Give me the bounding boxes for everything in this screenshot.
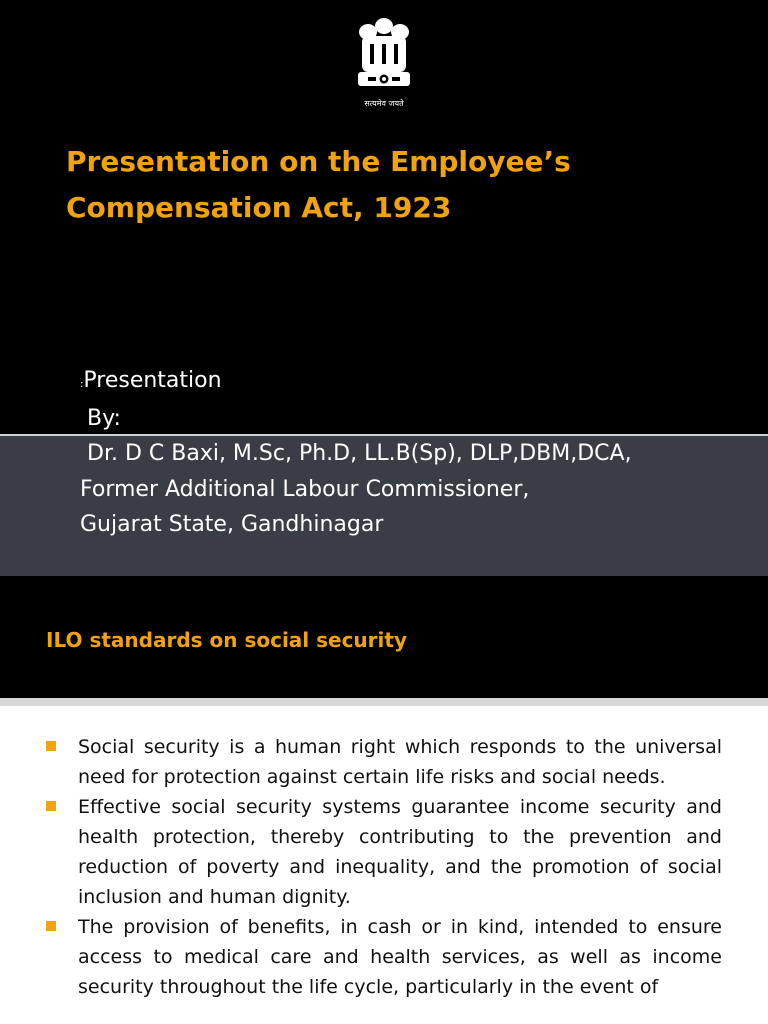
presenter-heading [80, 364, 222, 436]
bullet-item [46, 912, 722, 1002]
presentation-title: Presentation on the Employee’s Compensation Act, 1923 [66, 145, 571, 224]
presenter-colon: : [80, 379, 84, 390]
bullet-list [46, 732, 722, 1002]
presenter-band [0, 434, 768, 576]
bullet-text: The provision of benefits, in cash or in kind, intended to ensure access to medical care and health services, as well as income security throughout the life cycle, particularly in the event of [78, 916, 722, 998]
presenter-label: Presentation [83, 368, 222, 393]
bullet-item [46, 792, 722, 912]
bullet-square-icon [46, 741, 56, 751]
national-emblem-icon [348, 16, 420, 112]
bullet-square-icon [46, 801, 56, 811]
presenter-place: Gujarat State, Gandhinagar [80, 512, 384, 537]
bullet-item [46, 732, 722, 792]
slide-header [0, 576, 768, 698]
emblem-motto: सत्यमेव जयते [364, 99, 404, 108]
slide-title: ILO standards on social security [46, 628, 407, 652]
presenter-role: Former Additional Labour Commissioner, [80, 476, 530, 502]
bullet-square-icon [46, 921, 56, 931]
bullet-text: Social security is a human right which responds to the universal need for protection against certain life risks and social needs. [78, 736, 722, 788]
header-divider [0, 698, 768, 706]
presenter-name: Dr. D C Baxi, M.Sc, Ph.D, LL.B(Sp), DLP,DBM,DCA, [87, 441, 632, 466]
bullet-text: Effective social security systems guarantee income security and health protection, thereby contributing to the prevention and reduction of poverty and inequality, and the promotion of social inclusion and human dignity. [78, 796, 722, 908]
presenter-by: By: [87, 406, 121, 431]
